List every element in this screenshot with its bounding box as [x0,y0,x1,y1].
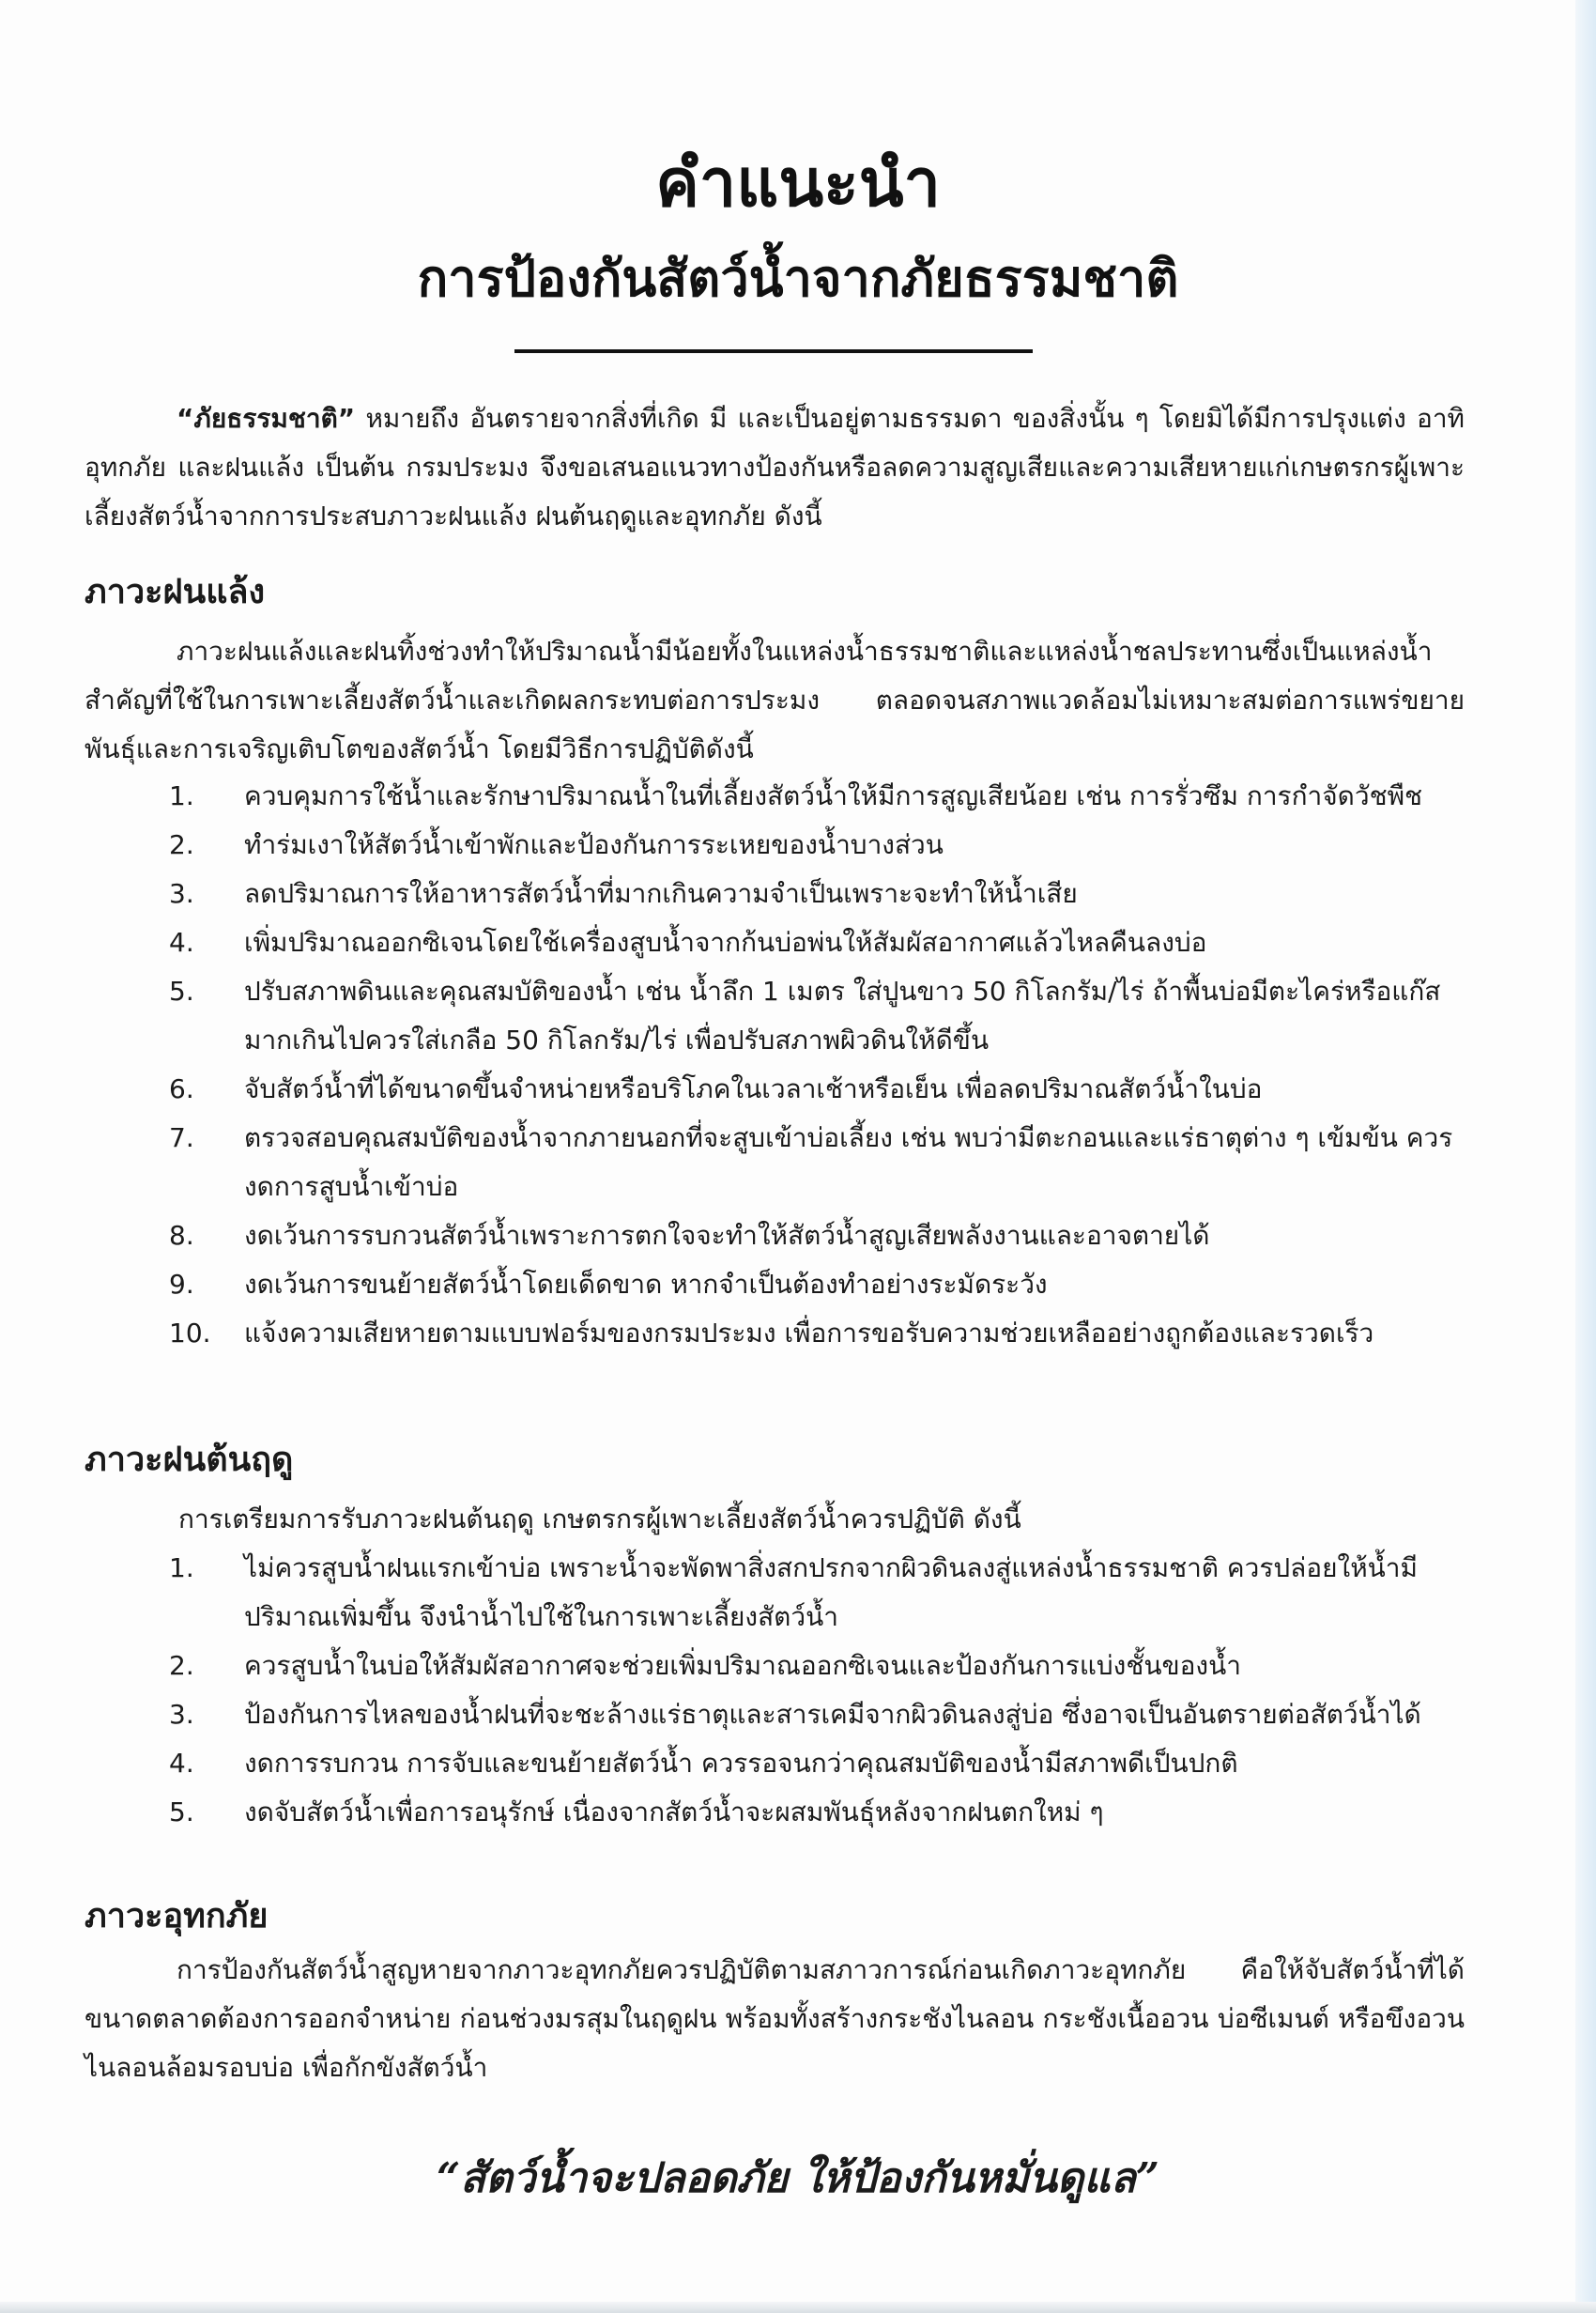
list-item [169,1260,1465,1309]
list-item-text: งดเว้นการขนย้ายสัตว์น้ำโดยเด็ดขาด หากจำเป็นต้องทำอย่างระมัดระวัง [244,1269,1048,1300]
list-item-text: ลดปริมาณการให้อาหารสัตว์น้ำที่มากเกินความจำเป็นเพราะจะทำให้น้ำเสีย [244,878,1078,909]
list-item-number: 8. [169,1220,194,1251]
intro-paragraph [84,394,1465,541]
list-item-text: ไม่ควรสูบน้ำฝนแรกเข้าบ่อ เพราะน้ำจะพัดพาสิ่งสกปรกจากผิวดินลงสู่แหล่งน้ำธรรมชาติ ควรปล่อยให้น้ำมีปริมาณเพิ่มขึ้น จึงนำน้ำไปใช้ในการเพาะเลี้ยงสัตว์น้ำ [244,1552,1418,1632]
drought-heading: ภาวะฝนแล้ง [84,573,266,611]
list-item-number: 4. [169,1748,194,1779]
list-item [169,1544,1465,1642]
list-item-text: ป้องกันการไหลของน้ำฝนที่จะชะล้างแร่ธาตุและสารเคมีจากผิวดินลงสู่บ่อ ซึ่งอาจเป็นอันตรายต่อสัตว์น้ำได้ [244,1699,1421,1730]
list-item-number: 3. [169,878,194,909]
list-item-number: 2. [169,829,194,860]
page-subtitle: การป้องกันสัตว์น้ำจากภัยธรรมชาติ [417,249,1179,308]
list-item-text: ทำร่มเงาให้สัตว์น้ำเข้าพักและป้องกันการระเหยของน้ำบางส่วน [244,829,944,860]
list-item [169,1690,1465,1739]
early-rain-list [169,1544,1465,1837]
page-title: คำแนะนำ [655,145,941,222]
list-item [169,918,1465,967]
early-rain-heading: ภาวะฝนต้นฤดู [84,1441,294,1479]
list-item [169,1788,1465,1837]
list-item-text: งดการรบกวน การจับและขนย้ายสัตว์น้ำ ควรรอจนกว่าคุณสมบัติของน้ำมีสภาพดีเป็นปกติ [244,1748,1238,1779]
slogan: “สัตว์น้ำจะปลอดภัย ให้ป้องกันหมั่นดูแล” [437,2154,1159,2202]
list-item-number: 5. [169,976,194,1007]
flood-paragraph: การป้องกันสัตว์น้ำสูญหายจากภาวะอุทกภัยควรปฏิบัติตามสภาวการณ์ก่อนเกิดภาวะอุทกภัย คือให้จับสัตว์น้ำที่ได้ขนาดตลาดต้องการออกจำหน่าย ก่อนช่วงมรสุมในฤดูฝน พร้อมทั้งสร้างกระชังไนลอน กระชังเนื้ออวน บ่อซีเมนต์ หรือขึงอวนไนลอนล้อมรอบบ่อ เพื่อกักขังสัตว์น้ำ [84,1954,1465,2083]
list-item [169,870,1465,918]
list-item [169,772,1465,821]
list-item-text: จับสัตว์น้ำที่ได้ขนาดขึ้นจำหน่ายหรือบริโภคในเวลาเช้าหรือเย็น เพื่อลดปริมาณสัตว์น้ำในบ่อ [244,1073,1263,1104]
list-item-number: 5. [169,1796,194,1827]
drought-paragraph: ภาวะฝนแล้งและฝนทิ้งช่วงทำให้ปริมาณน้ำมีน้อยทั้งในแหล่งน้ำธรรมชาติและแหล่งน้ำชลประทานซึ่งเป็นแหล่งน้ำสำคัญที่ใช้ในการเพาะเลี้ยงสัตว์น้ำและเกิดผลกระทบต่อการประมง ตลอดจนสภาพแวดล้อมไม่เหมาะสมต่อการแพร่ขยายพันธุ์และการเจริญเติบโตของสัตว์น้ำ โดยมีวิธีการปฏิบัติดังนี้ [84,636,1465,764]
list-item-number: 10. [169,1318,211,1349]
intro-text: หมายถึง อันตรายจากสิ่งที่เกิด มี และเป็นอยู่ตามธรรมดา ของสิ่งนั้น ๆ โดยมิได้มีการปรุงแต่ง อาทิ อุทกภัย และฝนแล้ง เป็นต้น กรมประมง จึงขอเสนอแนวทางป้องกันหรือลดความสูญเสียและความเสียหายแก่เกษตรกรผู้เพาะเลี้ยงสัตว์น้ำจากการประสบภาวะฝนแล้ง ฝนต้นฤดูและอุทกภัย ดังนี้ [84,403,1465,532]
flood-heading: ภาวะอุทกภัย [84,1897,269,1935]
intro-term: “ภัยธรรมชาติ” [176,403,356,434]
list-item [169,1642,1465,1690]
list-item-text: ตรวจสอบคุณสมบัติของน้ำจากภายนอกที่จะสูบเข้าบ่อเลี้ยง เช่น พบว่ามีตะกอนและแร่ธาตุต่าง ๆ เข้มข้น ควรงดการสูบน้ำเข้าบ่อ [244,1122,1453,1202]
list-item-number: 2. [169,1650,194,1681]
list-item [169,821,1465,870]
list-item-number: 9. [169,1269,194,1300]
title-divider [514,349,1033,353]
list-item-text: ควรสูบน้ำในบ่อให้สัมผัสอากาศจะช่วยเพิ่มปริมาณออกซิเจนและป้องกันการแบ่งชั้นของน้ำ [244,1650,1241,1681]
list-item-number: 1. [169,780,194,811]
list-item [169,967,1465,1065]
page-bottom-edge [0,2302,1596,2313]
early-rain-intro: การเตรียมการรับภาวะฝนต้นฤดู เกษตรกรผู้เพาะเลี้ยงสัตว์น้ำควรปฏิบัติ ดังนี้ [178,1503,1021,1534]
page-edge-shadow [1575,0,1596,2313]
list-item-number: 7. [169,1122,194,1153]
list-item [169,1065,1465,1114]
list-item-number: 3. [169,1699,194,1730]
list-item-number: 6. [169,1073,194,1104]
drought-list [169,772,1465,1358]
list-item-text: แจ้งความเสียหายตามแบบฟอร์มของกรมประมง เพื่อการขอรับความช่วยเหลืออย่างถูกต้องและรวดเร็ว [244,1318,1374,1349]
list-item-text: งดจับสัตว์น้ำเพื่อการอนุรักษ์ เนื่องจากสัตว์น้ำจะผสมพันธุ์หลังจากฝนตกใหม่ ๆ [244,1796,1104,1827]
list-item [169,1309,1465,1358]
list-item-number: 4. [169,927,194,958]
list-item-text: ปรับสภาพดินและคุณสมบัติของน้ำ เช่น น้ำลึก 1 เมตร ใส่ปูนขาว 50 กิโลกรัม/ไร่ ถ้าพื้นบ่อมีตะไคร่หรือแก๊สมากเกินไปควรใส่เกลือ 50 กิโลกรัม/ไร่ เพื่อปรับสภาพผิวดินให้ดีขึ้น [244,976,1441,1056]
list-item-text: ควบคุมการใช้น้ำและรักษาปริมาณน้ำในที่เลี้ยงสัตว์น้ำให้มีการสูญเสียน้อย เช่น การรั่วซึม การกำจัดวัชพืช [244,780,1423,811]
list-item [169,1211,1465,1260]
list-item [169,1114,1465,1211]
list-item-text: เพิ่มปริมาณออกซิเจนโดยใช้เครื่องสูบน้ำจากก้นบ่อพ่นให้สัมผัสอากาศแล้วไหลคืนลงบ่อ [244,927,1207,958]
list-item [169,1739,1465,1788]
list-item-number: 1. [169,1552,194,1583]
list-item-text: งดเว้นการรบกวนสัตว์น้ำเพราะการตกใจจะทำให้สัตว์น้ำสูญเสียพลังงานและอาจตายได้ [244,1220,1210,1251]
